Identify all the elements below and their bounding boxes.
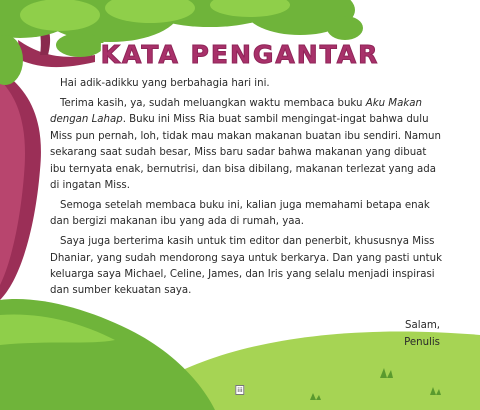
book-title: Aku Makan dengan Lahap xyxy=(50,97,422,126)
paragraph: Saya juga berterima kasih untuk tim editor dan penerbit, khususnya Miss Dhaniar, yang sudah mendorong saya untuk berkarya. Dan yang pasti untuk keluarga saya Michael, Celine, James, dan Iris yang selalu menjadi inspirasi dan sumber kekuatan saya. xyxy=(50,236,442,297)
paragraph: Semoga setelah membaca buku ini, kalian juga memahami betapa enak dan bergizi makanan ibu yang ada di rumah, yaa. xyxy=(50,199,430,228)
page-title: KATA PENGANTAR xyxy=(100,40,380,69)
paragraph: Terima kasih, ya, sudah meluangkan waktu membaca buku Aku Makan dengan Lahap. Buku ini Miss Ria buat sambil mengingat-ingat bahwa dulu Miss pun pernah, loh, tidak mau makan makanan buatan ibu sendiri. Namun sekarang saat sudah besar, Miss baru sadar bahwa makanan yang dibuat ibu ternyata enak, bernutrisi, dan bisa dibilang, makanan terlezat yang ada di ingatan Miss. xyxy=(50,97,441,191)
foreword-body xyxy=(50,76,444,303)
signature-block xyxy=(404,317,440,351)
closing-salutation: Salam, xyxy=(405,320,440,331)
author-label: Penulis xyxy=(404,337,440,348)
paragraph: Hai adik-adikku yang berbahagia hari ini. xyxy=(60,78,270,89)
page-number: iii xyxy=(237,386,243,394)
